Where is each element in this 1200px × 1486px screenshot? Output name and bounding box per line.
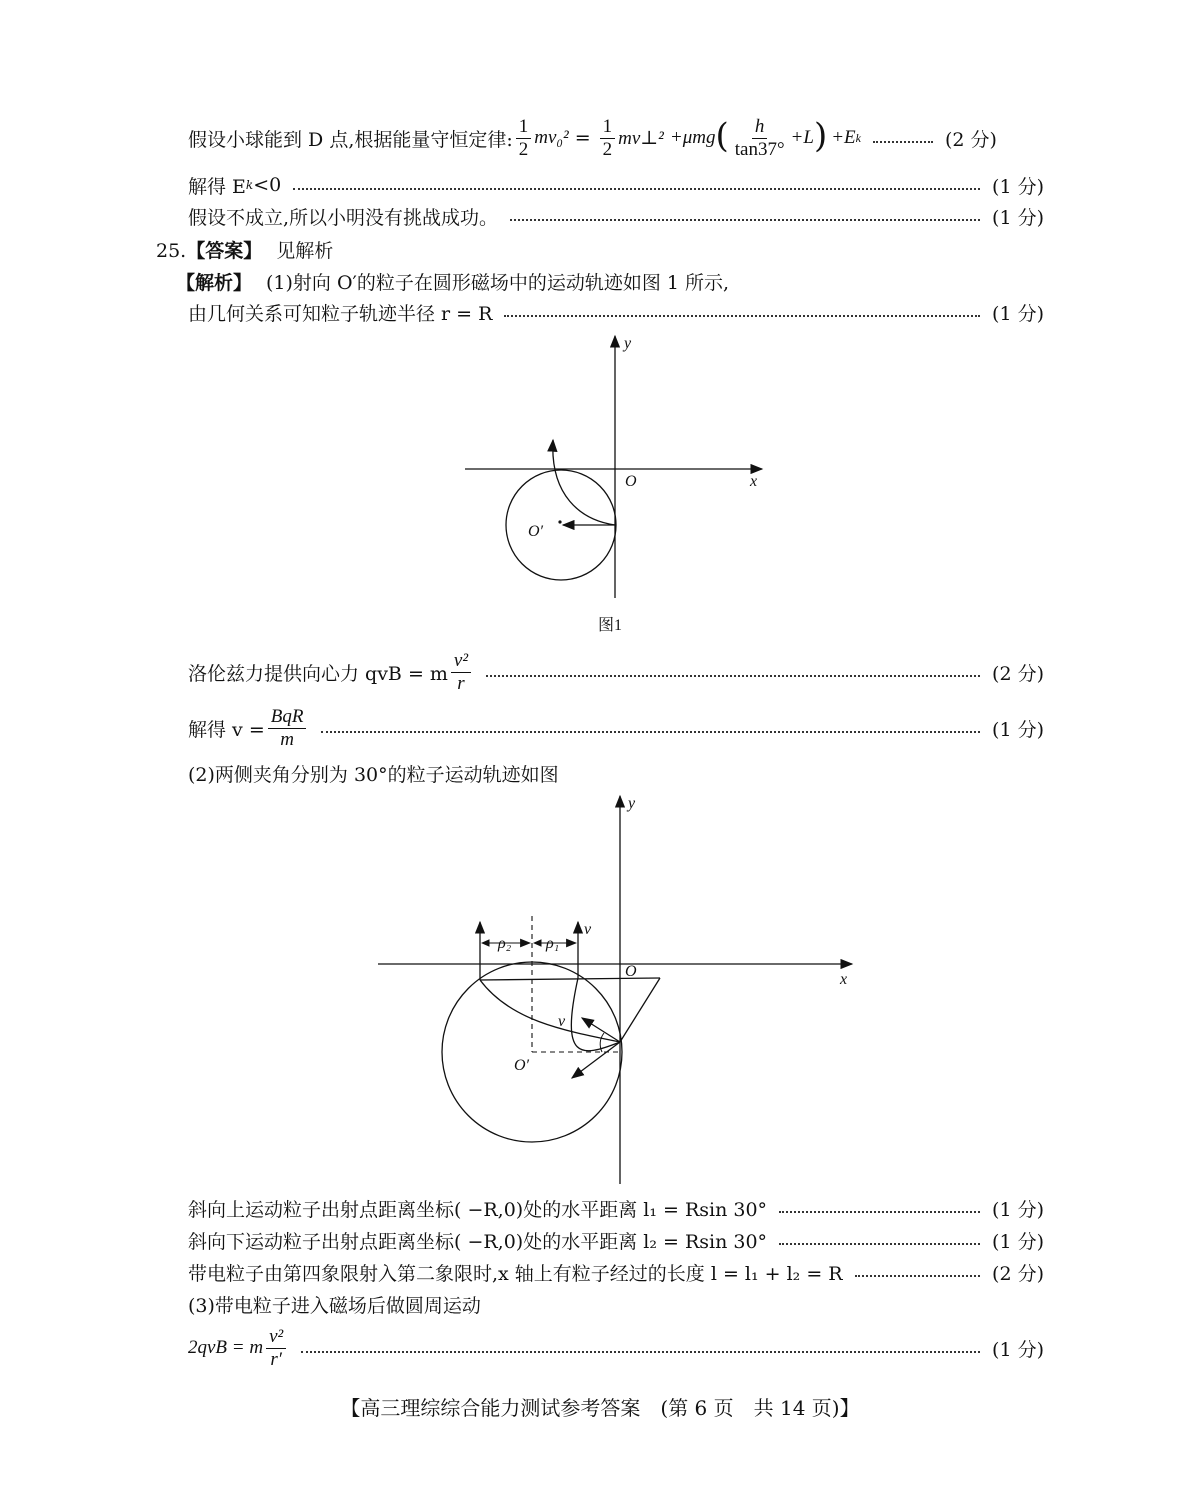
line-text: 假设小球能到 D 点,根据能量守恒定律:: [188, 128, 513, 151]
angle-arc: [600, 1033, 604, 1052]
part-2-heading: (2)两侧夹角分别为 30°的粒子运动轨迹如图: [188, 764, 559, 786]
trajectory-arc: [553, 440, 615, 525]
term-mv0: mv₀²: [534, 127, 569, 148]
center-point: [558, 520, 561, 523]
fraction-half-2: $\frac{1}{2}$: [600, 116, 616, 161]
leader-dots: [321, 731, 980, 733]
center-label: O′: [514, 1057, 530, 1074]
side-segment: [620, 978, 660, 1042]
part-3-heading: (3)带电粒子进入磁场后做圆周运动: [188, 1295, 481, 1317]
conclusion-line: 假设不成立,所以小明没有挑战成功。 (1 分): [188, 206, 1044, 229]
leader-dots: [293, 188, 980, 190]
figure-1: [450, 330, 780, 640]
leader-dots: [301, 1351, 980, 1353]
origin-label: O: [625, 473, 637, 490]
score: (2 分): [944, 128, 997, 151]
leader-dots: [486, 675, 980, 677]
fraction-v2-rprime: $\frac{\text{v²}}{r'}$: [266, 1326, 286, 1371]
lorentz-line: 洛伦兹力提供向心力 qvB = m $\frac{\text{v²}}{r}$ (2 分): [188, 649, 1044, 694]
energy-conservation-line: 假设小球能到 D 点,根据能量守恒定律: $\frac{1}{2}$ mv₀² = $\frac{1}{2}$ mv⊥² +μmg ( $\frac{h}{\tan 37^\circ}$ +L ) +E k (2 分): [188, 115, 997, 160]
analysis-heading: 【解析】 (1)射向 O′的粒子在圆形磁场中的运动轨迹如图 1 所示,: [176, 272, 730, 294]
leader-dots: [779, 1243, 980, 1245]
x-label: x: [840, 971, 848, 988]
fraction-h-tan: $\frac{h}{\tan 37^\circ}$: [734, 115, 785, 160]
v-mid-label: v: [558, 1013, 566, 1030]
center-label: O′: [528, 523, 544, 540]
leader-dots: [779, 1211, 980, 1213]
fraction-BqR-m: $\frac{\text{BqR}}{m}$: [268, 706, 307, 751]
y-label: y: [624, 335, 632, 352]
length-line: 带电粒子由第四象限射入第二象限时,x 轴上有粒子经过的长度 l = l₁ + l₂ = R (2 分): [188, 1262, 1044, 1285]
x-label: x: [750, 473, 758, 490]
v-top-label: v: [584, 921, 592, 938]
velocity-result-line: 解得 v = $\frac{\text{BqR}}{m}$ (1 分): [188, 705, 1044, 750]
circular-motion-line: 2qvB = m $\frac{\text{v²}}{r'}$ (1 分): [188, 1325, 1044, 1370]
leader-dots: [510, 219, 980, 221]
fraction-v2-r: $\frac{\text{v²}}{r}$: [451, 650, 471, 695]
rho1-label: ρ₁: [546, 935, 560, 952]
trajectory-upper: [480, 980, 620, 1042]
question-25-heading: 25.【答案】 见解析: [156, 240, 334, 262]
leader-dots: [873, 141, 933, 143]
velocity-down-arrow: [572, 1042, 620, 1078]
fraction-half: $\frac{1}{2}$: [516, 116, 532, 161]
radius-line: 由几何关系可知粒子轨迹半径 r = R (1 分): [188, 302, 1044, 325]
y-label: y: [628, 795, 636, 812]
leader-dots: [855, 1275, 980, 1277]
term-mumg: +μmg: [669, 127, 716, 148]
leader-dots: [504, 315, 980, 317]
downward-particle-line: 斜向下运动粒子出射点距离坐标( −R,0)处的水平距离 l₂ = Rsin 30° (1 分): [188, 1230, 1044, 1253]
page-footer: 【高三理综综合能力测试参考答案 (第 6 页 共 14 页)】: [340, 1396, 860, 1420]
origin-label: O: [625, 963, 637, 980]
figure-2: [370, 790, 860, 1190]
result-line: 解得 E k <0 (1 分): [188, 174, 1044, 198]
figure-caption: 图1: [598, 617, 623, 634]
rho2-label: ρ₂: [498, 935, 512, 952]
term-mvperp: mv⊥²: [618, 127, 664, 149]
upward-particle-line: 斜向上运动粒子出射点距离坐标( −R,0)处的水平距离 l₁ = Rsin 30° (1 分): [188, 1198, 1044, 1221]
